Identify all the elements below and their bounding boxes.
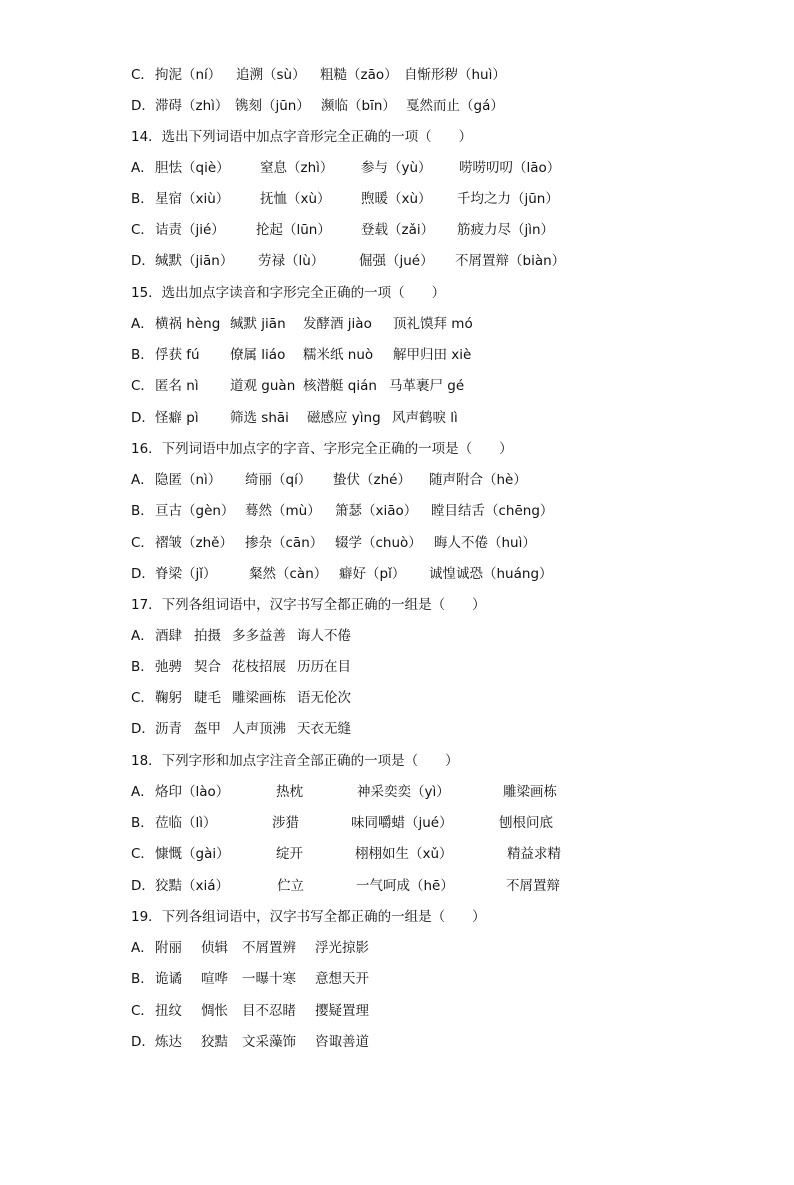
option-item: 诚惶诚恐（huáng） <box>429 566 553 582</box>
option-label: B． <box>131 971 154 987</box>
option-item: 一气呵成（hē） <box>356 878 454 894</box>
option-item: 戛然而止（gá） <box>406 98 504 114</box>
option-label: D． <box>131 878 155 894</box>
option-label: A． <box>131 784 154 800</box>
option-item: 辍学（chuò） <box>335 535 422 551</box>
option-item: 撄疑置理 <box>315 1003 369 1019</box>
option-item: 酒肆 <box>155 628 182 644</box>
option-item: 镌刻（jūn） <box>235 98 310 114</box>
option-15-a <box>131 313 473 335</box>
option-label: D． <box>131 566 155 582</box>
option-item: 热枕 <box>276 784 303 800</box>
option-item: 雕梁画栋 <box>232 690 286 706</box>
option-18-c <box>131 843 561 865</box>
option-item: 登载（zǎi） <box>361 222 435 238</box>
option-item: 千均之力（jūn） <box>457 191 559 207</box>
option-item: 发酵酒 jiào <box>303 316 372 332</box>
option-item: 蓦然（mù） <box>245 503 321 519</box>
question-14-stem: 14．选出下列词语中加点字音形完全正确的一项（ ） <box>131 129 473 145</box>
option-17-b <box>131 656 351 678</box>
option-item: 随声附合（hè） <box>429 472 527 488</box>
option-item: 狡黠 <box>201 1034 228 1050</box>
option-item: 滞碍（zhì） <box>155 98 229 114</box>
option-item: 刨根问底 <box>499 815 553 831</box>
option-item: 弛骋 <box>155 659 182 675</box>
option-item: 涉猎 <box>272 815 299 831</box>
option-label: C． <box>131 690 154 706</box>
option-item: 不屑置辩 <box>506 878 560 894</box>
option-item: 蛰伏（zhé） <box>333 472 411 488</box>
option-19-b <box>131 968 369 990</box>
option-item: 抚恤（xù） <box>260 191 331 207</box>
option-14-a <box>131 157 561 179</box>
option-item: 星宿（xiù） <box>155 191 230 207</box>
option-item: 窒息（zhì） <box>260 160 334 176</box>
option-label: B． <box>131 191 154 207</box>
option-item: 狡黠（xiá） <box>155 878 230 894</box>
option-item: 天衣无缝 <box>297 721 351 737</box>
option-item: 目不忍睹 <box>242 1003 296 1019</box>
option-label: A． <box>131 628 154 644</box>
option-label: A． <box>131 316 154 332</box>
option-item: 磁感应 yìng <box>307 410 381 426</box>
option-item: 惆怅 <box>201 1003 228 1019</box>
option-item: 自惭形秽（huì） <box>404 67 506 83</box>
option-item: 喧哗 <box>201 971 228 987</box>
option-item: 倔强（jué） <box>359 253 434 269</box>
option-item: 濒临（bīn） <box>321 98 396 114</box>
option-item: 伫立 <box>277 878 304 894</box>
option-17-c <box>131 687 351 709</box>
option-item: 匿名 nì <box>155 378 199 394</box>
option-item: 慷慨（gài） <box>155 846 230 862</box>
option-label: B． <box>131 347 154 363</box>
option-item: 鞠躬 <box>155 690 182 706</box>
option-item: 侦辑 <box>201 940 228 956</box>
option-15-b <box>131 344 472 366</box>
option-item: 人声顶沸 <box>232 721 286 737</box>
option-19-c <box>131 1000 369 1022</box>
option-item: 抡起（lūn） <box>256 222 331 238</box>
option-item: 横祸 hèng <box>155 316 221 332</box>
option-14-c <box>131 219 555 241</box>
option-item: 炼达 <box>155 1034 182 1050</box>
option-label: D． <box>131 721 155 737</box>
option-label: C． <box>131 222 154 238</box>
option-17-a <box>131 625 351 647</box>
option-item: 缄默 jiān <box>230 316 286 332</box>
option-item: 附丽 <box>155 940 182 956</box>
option-item: 不屑置辨 <box>242 940 296 956</box>
option-item: 脊梁（jǐ） <box>155 566 217 582</box>
option-item: 契合 <box>194 659 221 675</box>
option-item: 筋疲力尽（jìn） <box>457 222 555 238</box>
option-16-c <box>131 532 536 554</box>
option-16-a <box>131 469 527 491</box>
option-item: 绮丽（qí） <box>245 472 312 488</box>
option-item: 莅临（lì） <box>155 815 217 831</box>
option-item: 俘获 fú <box>155 347 200 363</box>
option-item: 拘泥（ní） <box>155 67 222 83</box>
option-13-d <box>131 95 504 117</box>
option-15-d <box>131 407 458 429</box>
question-17-stem: 17．下列各组词语中，汉字书写全都正确的一组是（ ） <box>131 597 486 613</box>
option-label: D． <box>131 253 155 269</box>
option-item: 癖好（pǐ） <box>339 566 406 582</box>
question-18-stem: 18．下列字形和加点字注音全部正确的一项是（ ） <box>131 753 459 769</box>
option-item: 胆怯（qiè） <box>155 160 230 176</box>
option-19-d <box>131 1031 369 1053</box>
option-18-d <box>131 875 560 897</box>
option-13-c <box>131 64 506 86</box>
option-label: C． <box>131 378 154 394</box>
option-item: 怪癖 pì <box>155 410 199 426</box>
option-item: 花枝招展 <box>232 659 286 675</box>
option-label: A． <box>131 160 154 176</box>
option-item: 扭纹 <box>155 1003 182 1019</box>
option-label: C． <box>131 846 154 862</box>
option-14-b <box>131 188 559 210</box>
option-item: 顶礼馍拜 mó <box>393 316 473 332</box>
option-item: 诡谲 <box>155 971 182 987</box>
option-18-a <box>131 781 557 803</box>
option-item: 诲人不倦 <box>297 628 351 644</box>
question-16-stem: 16．下列词语中加点字的字音、字形完全正确的一项是（ ） <box>131 441 513 457</box>
option-item: 褶皱（zhě） <box>155 535 233 551</box>
question-19-stem: 19．下列各组词语中，汉字书写全都正确的一组是（ ） <box>131 909 486 925</box>
option-label: D． <box>131 410 155 426</box>
option-label: A． <box>131 472 154 488</box>
option-15-c <box>131 375 465 397</box>
option-17-d <box>131 718 351 740</box>
option-item: 不屑置辩（biàn） <box>455 253 566 269</box>
option-16-d <box>131 563 553 585</box>
option-item: 箫瑟（xiāo） <box>335 503 418 519</box>
option-item: 盔甲 <box>194 721 221 737</box>
option-item: 筛选 shāi <box>230 410 289 426</box>
option-item: 历历在目 <box>297 659 351 675</box>
option-item: 意想天开 <box>315 971 369 987</box>
option-item: 栩栩如生（xǔ） <box>355 846 453 862</box>
option-label: B． <box>131 503 154 519</box>
option-item: 粗糙（zāo） <box>320 67 398 83</box>
option-item: 多多益善 <box>232 628 286 644</box>
option-item: 缄默（jiān） <box>155 253 234 269</box>
option-item: 唠唠叨叨（lāo） <box>459 160 561 176</box>
option-item: 追溯（sù） <box>236 67 306 83</box>
option-item: 味同嚼蜡（jué） <box>351 815 453 831</box>
option-item: 马革裹尸 gé <box>389 378 465 394</box>
option-item: 语无伦次 <box>297 690 351 706</box>
option-16-b <box>131 500 554 522</box>
option-item: 沥青 <box>155 721 182 737</box>
option-item: 神采奕奕（yì） <box>357 784 450 800</box>
option-item: 晦人不倦（huì） <box>434 535 536 551</box>
option-label: C． <box>131 67 154 83</box>
option-label: C． <box>131 1003 154 1019</box>
option-item: 僚属 liáo <box>230 347 286 363</box>
option-item: 文采藻饰 <box>242 1034 296 1050</box>
option-label: B． <box>131 659 154 675</box>
option-item: 一曝十寒 <box>242 971 296 987</box>
option-item: 隐匿（nì） <box>155 472 222 488</box>
option-item: 浮光掠影 <box>315 940 369 956</box>
option-item: 道观 guàn <box>230 378 296 394</box>
option-item: 精益求精 <box>507 846 561 862</box>
option-19-a <box>131 937 369 959</box>
option-label: C． <box>131 535 154 551</box>
option-item: 糯米纸 nuò <box>303 347 374 363</box>
question-15-stem: 15．选出加点字读音和字形完全正确的一项（ ） <box>131 285 446 301</box>
option-18-b <box>131 812 553 834</box>
option-item: 解甲归田 xiè <box>393 347 472 363</box>
option-item: 睫毛 <box>194 690 221 706</box>
option-item: 粲然（càn） <box>249 566 328 582</box>
option-item: 烙印（lào） <box>155 784 230 800</box>
option-item: 劳禄（lù） <box>258 253 325 269</box>
option-item: 拍摄 <box>194 628 221 644</box>
option-item: 煦暖（xù） <box>361 191 432 207</box>
option-label: A． <box>131 940 154 956</box>
option-label: D． <box>131 1034 155 1050</box>
option-14-d <box>131 250 566 272</box>
option-item: 风声鹤唳 lì <box>392 410 458 426</box>
option-item: 诘责（jié） <box>155 222 225 238</box>
option-item: 雕梁画栋 <box>503 784 557 800</box>
option-label: D． <box>131 98 155 114</box>
option-item: 瞠目结舌（chēng） <box>431 503 554 519</box>
option-item: 亘古（gèn） <box>155 503 235 519</box>
option-label: B． <box>131 815 154 831</box>
option-item: 参与（yù） <box>361 160 432 176</box>
option-item: 绽开 <box>276 846 303 862</box>
option-item: 咨诹善道 <box>315 1034 369 1050</box>
option-item: 掺杂（cān） <box>245 535 324 551</box>
option-item: 核潜艇 qián <box>303 378 377 394</box>
